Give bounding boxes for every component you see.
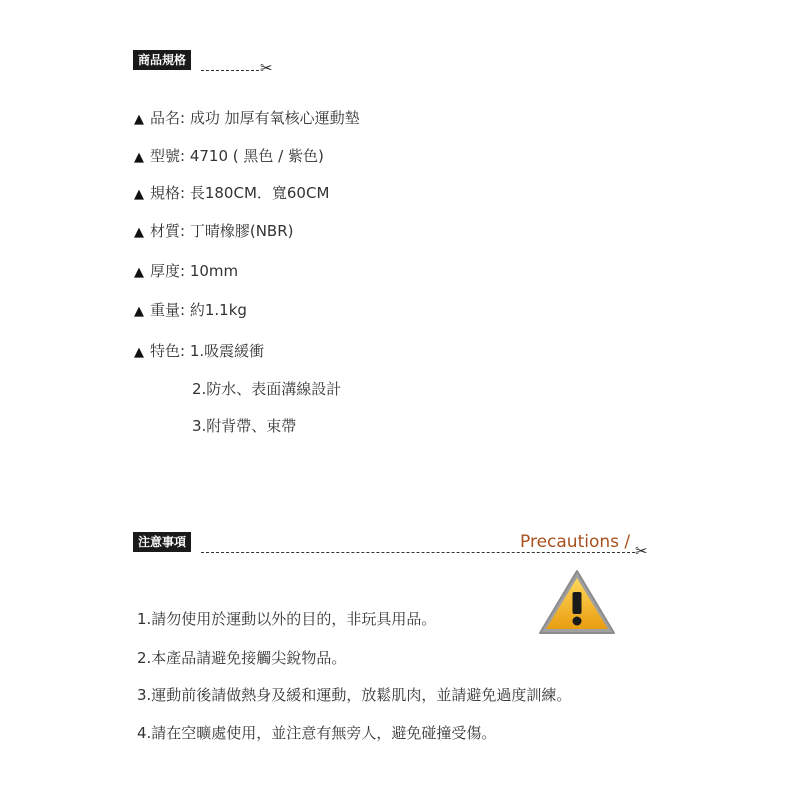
spec-value: 10mm: [189, 262, 239, 280]
spec-value: 1.吸震緩衝: [189, 342, 265, 360]
warning-icon: [537, 568, 617, 636]
triangle-bullet-icon: ▲: [134, 112, 144, 127]
triangle-bullet-icon: ▲: [134, 187, 144, 202]
feature-line-2: 2.防水、表面溝線設計: [192, 380, 342, 398]
spec-value: 丁晴橡膠(NBR): [189, 222, 294, 240]
scissors-icon: ✂: [260, 59, 273, 77]
spec-row-material: [134, 221, 293, 243]
spec-label: 重量:: [150, 301, 186, 319]
spec-row-model: [134, 146, 324, 168]
spec-label: 品名:: [150, 109, 186, 127]
triangle-bullet-icon: ▲: [134, 150, 144, 165]
triangle-bullet-icon: ▲: [134, 265, 144, 280]
notice-item-4: 4.請在空曠處使用，並注意有無旁人，避免碰撞受傷。: [137, 724, 497, 742]
spec-row-features: [134, 341, 264, 363]
spec-row-thickness: [134, 261, 238, 283]
spec-label: 型號:: [150, 147, 186, 165]
scissors-icon: ✂: [635, 542, 648, 560]
spec-label: 厚度:: [150, 262, 186, 280]
spec-divider: [201, 70, 259, 71]
spec-row-size: [134, 183, 329, 205]
precautions-title: Precautions /: [520, 532, 631, 552]
spec-label: 特色:: [150, 342, 186, 360]
spec-label: 規格:: [150, 184, 186, 202]
triangle-bullet-icon: ▲: [134, 225, 144, 240]
spec-section-tag: 商品規格: [133, 50, 191, 70]
notice-divider: [201, 552, 635, 553]
feature-line-3: 3.附背帶、束帶: [192, 417, 297, 435]
spec-row-weight: [134, 300, 247, 322]
spec-value: 4710 ( 黑色 / 紫色): [189, 147, 324, 165]
triangle-bullet-icon: ▲: [134, 304, 144, 319]
spec-label: 材質:: [150, 222, 186, 240]
triangle-bullet-icon: ▲: [134, 345, 144, 360]
spec-value: 成功 加厚有氧核心運動墊: [189, 109, 360, 127]
spec-value: 約1.1kg: [189, 301, 247, 319]
spec-row-name: [134, 108, 360, 130]
notice-section-tag: 注意事項: [133, 532, 191, 552]
notice-item-1: 1.請勿使用於運動以外的目的，非玩具用品。: [137, 610, 437, 628]
notice-item-2: 2.本產品請避免接觸尖銳物品。: [137, 649, 347, 667]
spec-value: 長180CM．寬60CM: [189, 184, 330, 202]
notice-item-3: 3.運動前後請做熱身及緩和運動，放鬆肌肉，並請避免過度訓練。: [137, 686, 572, 704]
